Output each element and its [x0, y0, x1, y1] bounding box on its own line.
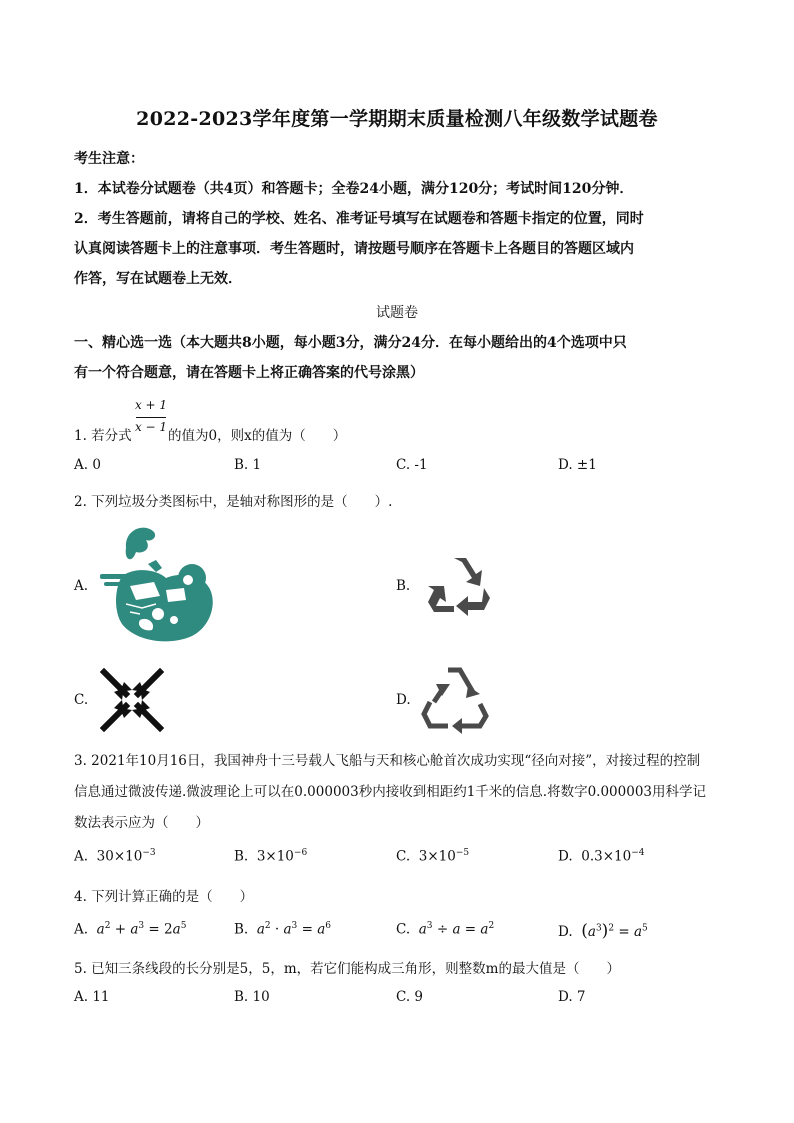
food-waste-icon	[96, 520, 218, 644]
q5-option-a: A. 11	[74, 989, 110, 1005]
q4-option-d: D. $(a^3)^2 = a^5$	[558, 921, 648, 941]
q3-line-2: 信息通过微波传递.微波理论上可以在0.000003秒内接收到相距约1千米的信息.将数字0.000003用科学记	[74, 784, 707, 800]
crossed-arrows-icon	[100, 668, 164, 732]
q5-option-c: C. 9	[396, 989, 424, 1005]
notice-item-2-line-3: 作答，写在试题卷上无效．	[74, 271, 242, 287]
q1-option-a: A. 0	[74, 457, 101, 473]
q2-label-d: D.	[396, 692, 411, 708]
q4-option-b: B. $a^2 \cdot a^3 = a^6$	[234, 921, 331, 938]
q3-line-1: 3. 2021年10月16日，我国神舟十三号载人飞船与天和核心舱首次成功实现“径向对接”，对接过程的控制	[74, 753, 701, 769]
q3-option-c	[396, 848, 469, 865]
q3-option-b-label: B.	[234, 848, 249, 865]
page-title: 2022-2023学年度第一学期期末质量检测八年级数学试题卷	[136, 108, 658, 130]
q3-option-d-label: D.	[558, 848, 573, 865]
q3-option-d-value: 0.3×10	[581, 848, 632, 865]
q1-fraction-numerator: x + 1	[134, 398, 168, 412]
notice-item-2-line-1: 2．考生答题前，请将自己的学校、姓名、准考证号填写在试题卷和答题卡指定的位置，同时	[74, 211, 644, 227]
section-1-line-1: 一、精心选一选（本大题共8小题，每小题3分，满分24分．在每小题给出的4个选项中只	[74, 335, 627, 351]
recycle-outline-icon	[420, 664, 490, 734]
q1-fraction-denominator: x − 1	[134, 420, 168, 434]
q3-line-3: 数法表示应为（ ）	[74, 815, 209, 831]
recycle-icon	[424, 554, 496, 618]
q4-option-a-label: A.	[74, 921, 89, 938]
q1-option-c: C. -1	[396, 457, 428, 473]
q2-label-b: B.	[396, 578, 411, 594]
q4-option-b-label: B.	[234, 921, 249, 938]
paper-label: 试题卷	[376, 305, 418, 321]
q3-option-b-exponent: −6	[293, 848, 308, 858]
q4-option-d-label: D.	[558, 924, 573, 940]
q3-option-d-exponent: −4	[631, 848, 645, 858]
q1-option-b: B. 1	[234, 457, 262, 473]
q2-stem: 2. 下列垃圾分类图标中，是轴对称图形的是（ ）.	[74, 494, 393, 510]
q5-option-d: D. 7	[558, 989, 586, 1005]
q3-option-a	[74, 848, 156, 865]
q5-option-b: B. 10	[234, 989, 270, 1005]
notice-item-1: 1．本试卷分试题卷（共4页）和答题卡；全卷24小题，满分120分；考试时间120分钟．	[74, 181, 634, 197]
q2-label-c: C.	[74, 692, 89, 708]
q5-stem: 5. 已知三条线段的长分别是5，5，m，若它们能构成三角形，则整数m的最大值是（ ）	[74, 961, 620, 977]
q4-stem: 4. 下列计算正确的是（ ）	[74, 889, 254, 905]
q1-fraction-bar	[136, 417, 166, 418]
q4-option-a: A. $a^2 + a^3 = 2a^5$	[74, 921, 187, 938]
q4-option-c: C. $a^3 \div a = a^2$	[396, 921, 495, 938]
q3-option-c-exponent: −5	[455, 848, 470, 858]
q2-label-a: A.	[74, 578, 89, 594]
q4-option-c-label: C.	[396, 921, 411, 938]
q3-option-c-label: C.	[396, 848, 411, 865]
q3-option-a-exponent: −3	[142, 848, 156, 858]
q3-option-b	[234, 848, 307, 865]
q1-prefix: 1. 若分式	[74, 428, 132, 444]
q3-option-c-value: 3×10	[418, 848, 456, 865]
notice-item-2-line-2: 认真阅读答题卡上的注意事项．考生答题时，请按题号顺序在答题卡上各题目的答题区域内	[74, 241, 634, 257]
q3-option-d	[558, 848, 644, 865]
q1-option-d: D. ±1	[558, 457, 597, 473]
q3-option-a-label: A.	[74, 848, 89, 865]
q1-suffix: 的值为0，则x的值为（ ）	[168, 428, 347, 444]
q3-option-a-value: 30×10	[96, 848, 143, 865]
notice-heading: 考生注意：	[74, 151, 144, 167]
section-1-line-2: 有一个符合题意，请在答题卡上将正确答案的代号涂黑）	[74, 365, 424, 381]
q3-option-b-value: 3×10	[256, 848, 294, 865]
